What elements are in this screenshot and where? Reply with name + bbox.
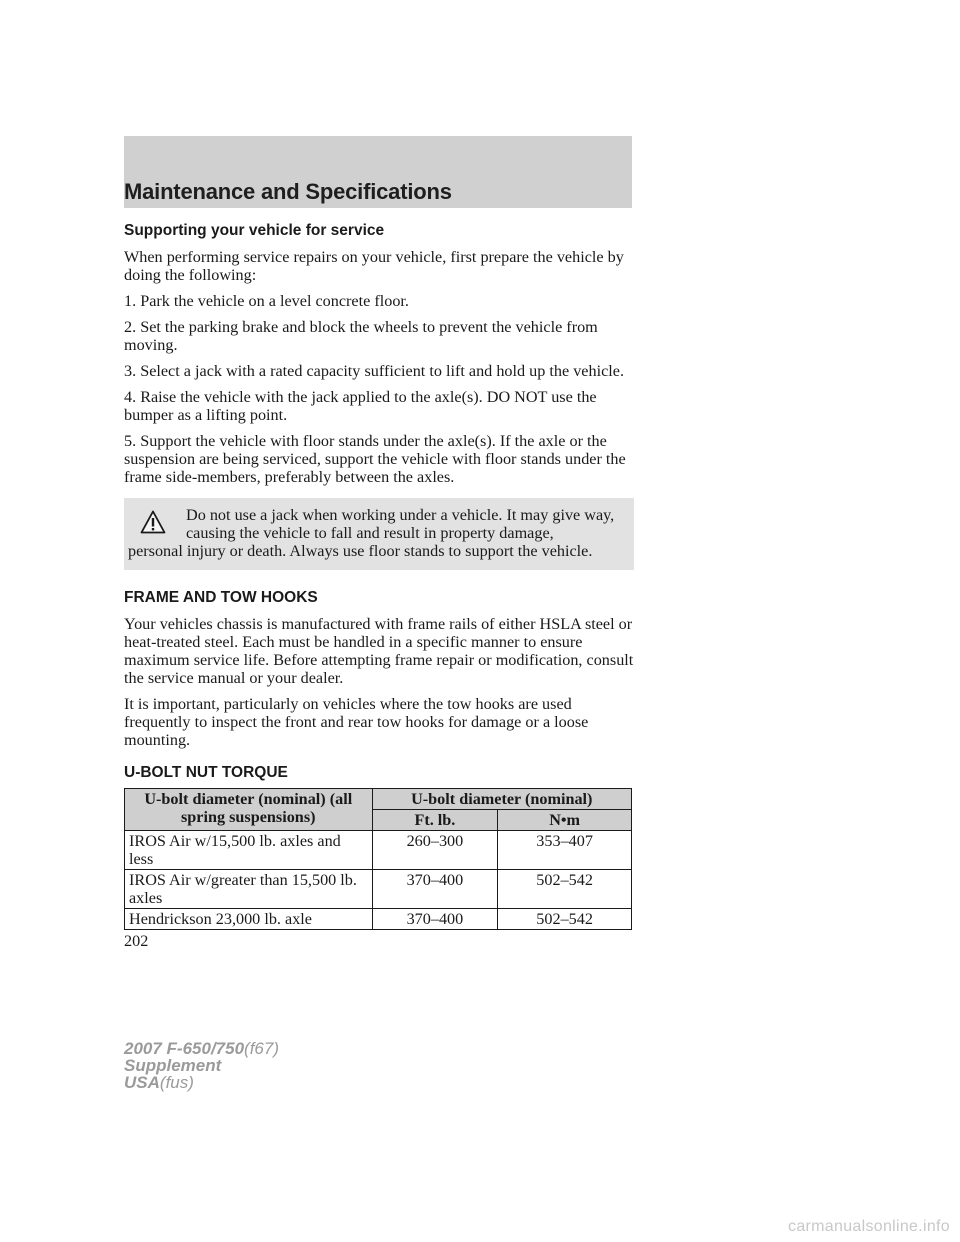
section-heading-torque: U-BOLT NUT TORQUE: [124, 764, 288, 781]
table-row: [125, 909, 632, 930]
section-heading-frame: FRAME AND TOW HOOKS: [124, 589, 318, 606]
step-3: 3. Select a jack with a rated capacity sufficient to lift and hold up the vehicle.: [124, 362, 624, 380]
page-number: 202: [124, 932, 149, 950]
step-1: 1. Park the vehicle on a level concrete floor.: [124, 292, 409, 310]
table-header-suspension: U-bolt diameter (nominal) (all spring suspensions): [125, 789, 373, 831]
page-content: [124, 222, 634, 930]
row-ftlb: 260–300: [372, 831, 498, 870]
frame-paragraph-2: It is important, particularly on vehicles where the tow hooks are used frequently to inspect the front and rear tow hooks for damage or a loose mounting.: [124, 695, 589, 749]
footer: [124, 1040, 279, 1091]
row-label: IROS Air w/15,500 lb. axles and less: [125, 831, 373, 870]
warning-text-first: Do not use a jack when working under a vehicle. It may give way, causing the vehicle to fall and result in property damage,: [186, 506, 615, 542]
page-title: Maintenance and Specifications: [124, 179, 452, 204]
step-5: 5. Support the vehicle with floor stands under the axle(s). If the axle or the suspension are being serviced, support the vehicle with floor stands under the frame side-members, preferably between the axles.: [124, 432, 626, 486]
footer-supplement: Supplement: [124, 1056, 222, 1075]
step-4: 4. Raise the vehicle with the jack applied to the axle(s). DO NOT use the bumper as a lifting point.: [124, 388, 597, 424]
watermark: carmanualsonline.info: [788, 1218, 950, 1235]
warning-text-rest: personal injury or death. Always use floor stands to support the vehicle.: [128, 542, 593, 560]
intro-paragraph: When performing service repairs on your vehicle, first prepare the vehicle by doing the following:: [124, 248, 624, 284]
footer-market-code: (fus): [159, 1073, 194, 1092]
frame-paragraph-1: Your vehicles chassis is manufactured with frame rails of either HSLA steel or heat-treated steel. Each must be handled in a specific manner to ensure maximum service life. Before attempting frame repair or modification, consult the service manual or your dealer.: [124, 615, 634, 687]
table-header-ftlb: Ft. lb.: [372, 810, 498, 831]
warning-triangle-icon: [140, 510, 166, 534]
row-label: IROS Air w/greater than 15,500 lb. axles: [125, 870, 373, 909]
section-heading-supporting: Supporting your vehicle for service: [124, 222, 385, 239]
row-ftlb: 370–400: [372, 870, 498, 909]
row-label: Hendrickson 23,000 lb. axle: [125, 909, 373, 930]
footer-market: USA: [124, 1073, 160, 1092]
row-nm: 353–407: [498, 831, 632, 870]
table-header-diameter: U-bolt diameter (nominal): [372, 789, 631, 810]
warning-box: [124, 498, 634, 570]
footer-model-code: (f67): [244, 1039, 280, 1058]
row-nm: 502–542: [498, 870, 632, 909]
table-header-nm: N•m: [498, 810, 632, 831]
table-row: [125, 870, 632, 909]
row-ftlb: 370–400: [372, 909, 498, 930]
row-nm: 502–542: [498, 909, 632, 930]
step-2: 2. Set the parking brake and block the wheels to prevent the vehicle from moving.: [124, 318, 598, 354]
torque-table: [124, 788, 632, 930]
footer-model: 2007 F-650/750: [124, 1039, 245, 1058]
table-row: [125, 831, 632, 870]
